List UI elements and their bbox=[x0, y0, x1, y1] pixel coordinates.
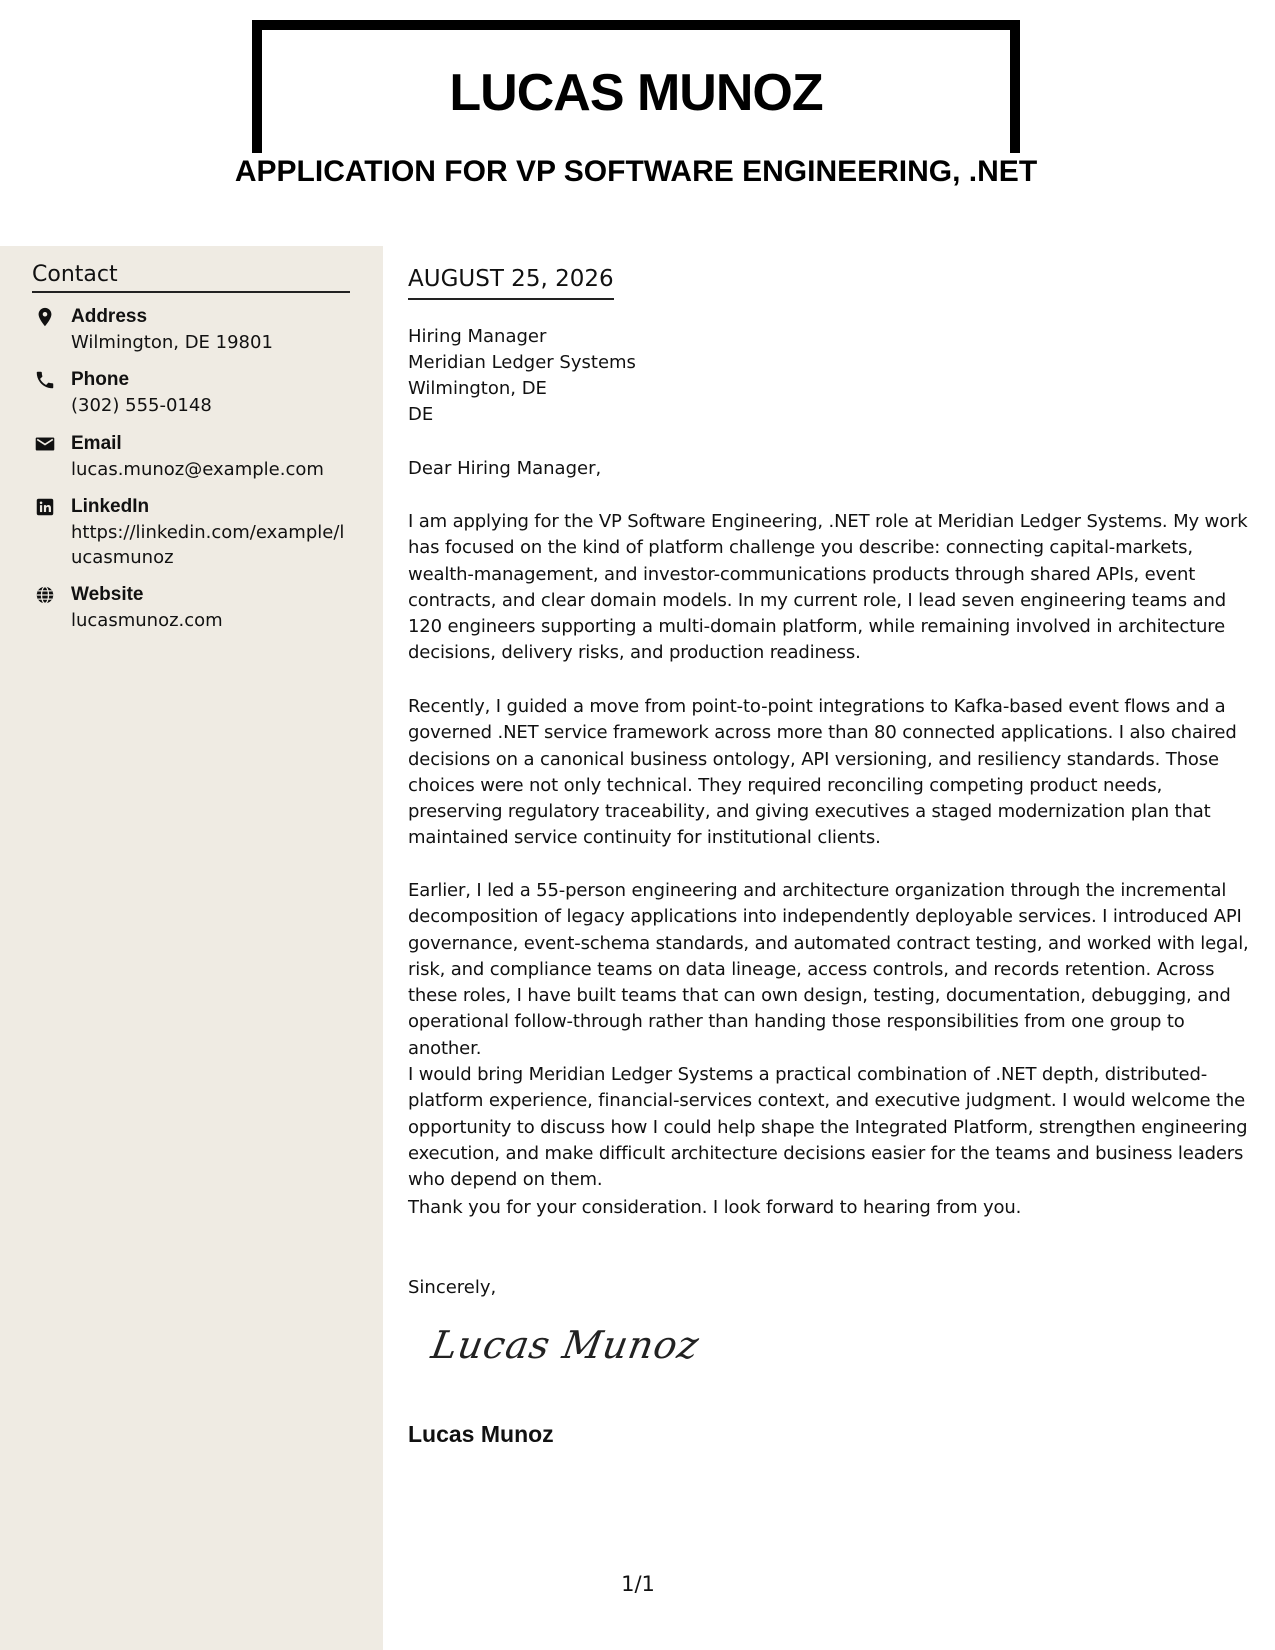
salutation: Dear Hiring Manager, bbox=[408, 458, 602, 479]
recipient-line: Meridian Ledger Systems bbox=[408, 352, 636, 373]
contact-value-website: lucasmunoz.com bbox=[71, 610, 223, 631]
application-subtitle: APPLICATION FOR VP SOFTWARE ENGINEERING, .NET bbox=[234, 155, 1038, 188]
envelope-icon bbox=[34, 433, 56, 455]
closing: Sincerely, bbox=[408, 1277, 497, 1298]
contact-value-email: lucas.munoz@example.com bbox=[71, 459, 324, 480]
contact-heading: Contact bbox=[32, 260, 350, 293]
body-paragraph: Recently, I guided a move from point-to-point integrations to Kafka-based event flows and a governed .NET service framework across more than 80 connected applications. I also chaired decisions on a canonical business ontology, API versioning, and resiliency standards. Those choices were not only technical. They required reconciling competing product needs, preserving regulatory traceability, and giving executives a staged modernization plan that maintained service continuity for institutional clients. bbox=[408, 696, 1237, 849]
linkedin-icon bbox=[34, 496, 56, 518]
contact-value-linkedin: https://linkedin.com/example/lucasmunoz bbox=[71, 522, 345, 568]
body-paragraph: Thank you for your consideration. I look forward to hearing from you. bbox=[408, 1197, 1022, 1218]
location-pin-icon bbox=[34, 306, 56, 328]
contact-sidebar bbox=[0, 246, 383, 1650]
phone-icon bbox=[34, 369, 56, 391]
body-paragraph: I would bring Meridian Ledger Systems a practical combination of .NET depth, distributed-platform experience, financial-services context, and executive judgment. I would welcome the opportunity to discuss how I could help shape the Integrated Platform, strengthen engineering execution, and make difficult architecture decisions easier for the teams and business leaders who depend on them. bbox=[408, 1064, 1248, 1191]
signer-name: Lucas Munoz bbox=[408, 1421, 554, 1447]
recipient-line: Hiring Manager bbox=[408, 326, 547, 347]
recipient-line: Wilmington, DE bbox=[408, 378, 547, 399]
contact-label-linkedin: LinkedIn bbox=[71, 496, 150, 517]
contact-label-website: Website bbox=[71, 584, 144, 605]
letter-date: AUGUST 25, 2026 bbox=[408, 264, 614, 300]
contact-label-address: Address bbox=[71, 306, 148, 327]
contact-label-email: Email bbox=[71, 433, 122, 454]
recipient-block bbox=[408, 324, 636, 428]
applicant-name: LUCAS MUNOZ bbox=[449, 64, 823, 122]
page-number: 1/1 bbox=[621, 1572, 655, 1596]
globe-icon bbox=[34, 584, 56, 606]
recipient-line: DE bbox=[408, 404, 434, 425]
contact-value-phone: (302) 555-0148 bbox=[71, 395, 212, 416]
body-paragraph: Earlier, I led a 55-person engineering and architecture organization through the incremental decomposition of legacy applications into independently deployable services. I introduced API governance, event-schema standards, and automated contract testing, and worked with legal, risk, and compliance teams on data lineage, access controls, and records retention. Across these roles, I have built teams that can own design, testing, documentation, debugging, and operational follow-through rather than handing those responsibilities from one group to another. bbox=[408, 880, 1249, 1059]
contact-label-phone: Phone bbox=[71, 369, 130, 390]
contact-value-address: Wilmington, DE 19801 bbox=[71, 332, 273, 353]
signature: Lucas Munoz bbox=[428, 1323, 703, 1367]
body-paragraph: I am applying for the VP Software Engineering, .NET role at Meridian Ledger Systems. My work has focused on the kind of platform challenge you describe: connecting capital-markets, wealth-management, and investor-communications products through shared APIs, event contracts, and clear domain models. In my current role, I lead seven engineering teams and 120 engineers supporting a multi-domain platform, while remaining involved in architecture decisions, delivery risks, and production readiness. bbox=[408, 511, 1248, 664]
